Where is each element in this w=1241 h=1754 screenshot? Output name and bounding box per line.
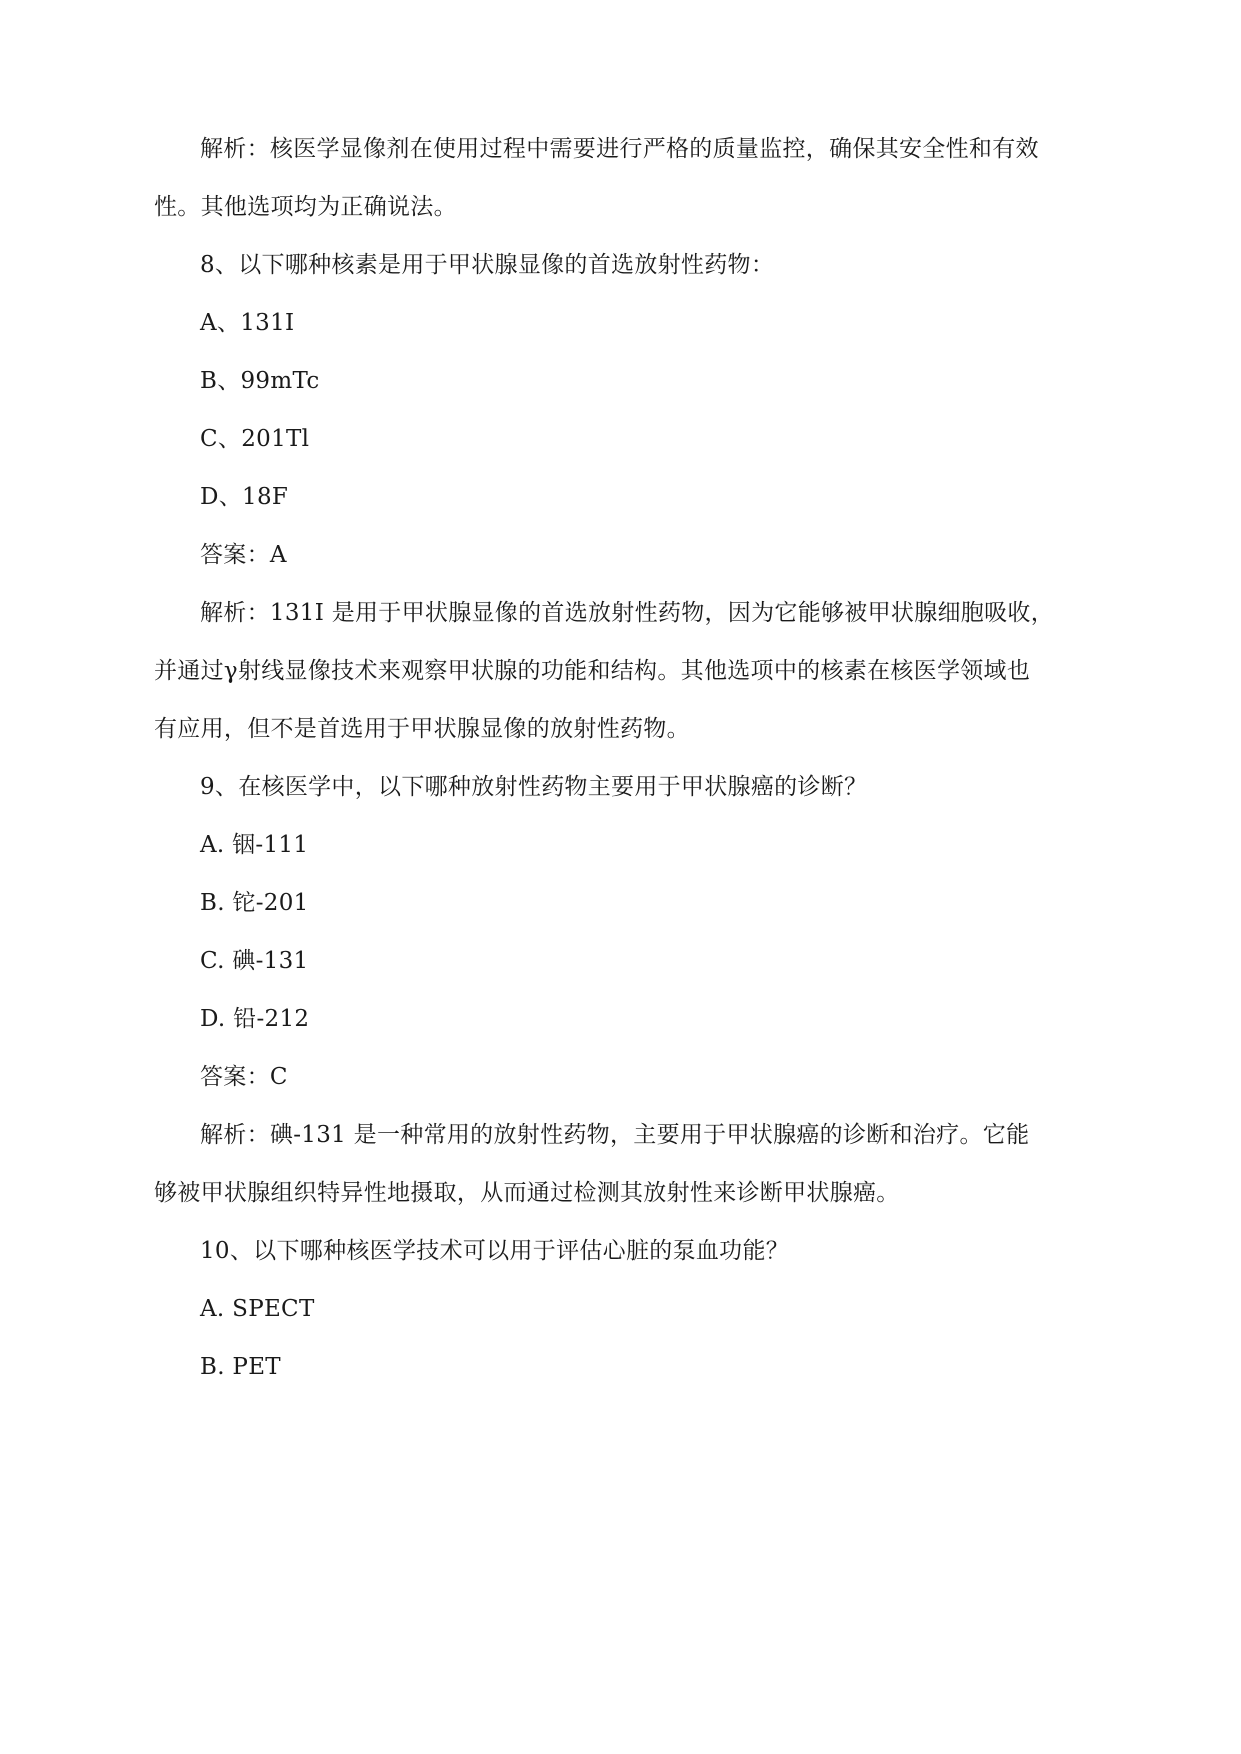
q8-answer: 答案：A [200,542,287,568]
q9-explanation-line-1: 解析：碘-131 是一种常用的放射性药物，主要用于甲状腺癌的诊断和治疗。它能 [200,1122,1030,1148]
q8-option-a: A、131I [200,310,295,336]
q10-option-b: B. PET [200,1354,281,1380]
q9-option-a: A. 铟-111 [200,832,309,858]
q8-explanation-line-3: 有应用，但不是首选用于甲状腺显像的放射性药物。 [154,716,690,742]
q8-option-c: C、201Tl [200,426,310,452]
q9-option-d: D. 铅-212 [200,1006,310,1032]
q8-explanation-line-1: 解析：131I 是用于甲状腺显像的首选放射性药物，因为它能够被甲状腺细胞吸收， [200,600,1054,626]
q9-option-c: C. 碘-131 [200,948,309,974]
q8-question: 8、以下哪种核素是用于甲状腺显像的首选放射性药物： [200,252,775,278]
q8-explanation-line-2: 并通过γ射线显像技术来观察甲状腺的功能和结构。其他选项中的核素在核医学领域也 [154,658,1031,684]
q10-option-a: A. SPECT [200,1296,315,1322]
prev-explanation-line-2: 性。其他选项均为正确说法。 [154,194,457,220]
q9-explanation-line-2: 够被甲状腺组织特异性地摄取，从而通过检测其放射性来诊断甲状腺癌。 [154,1180,900,1206]
q9-option-b: B. 铊-201 [200,890,309,916]
q9-answer: 答案：C [200,1064,288,1090]
q8-option-d: D、18F [200,484,289,510]
q8-option-b: B、99mTc [200,368,320,394]
q10-question: 10、以下哪种核医学技术可以用于评估心脏的泵血功能？ [200,1238,790,1264]
q9-question: 9、在核医学中，以下哪种放射性药物主要用于甲状腺癌的诊断？ [200,774,868,800]
prev-explanation-line-1: 解析：核医学显像剂在使用过程中需要进行严格的质量监控，确保其安全性和有效 [200,136,1039,162]
